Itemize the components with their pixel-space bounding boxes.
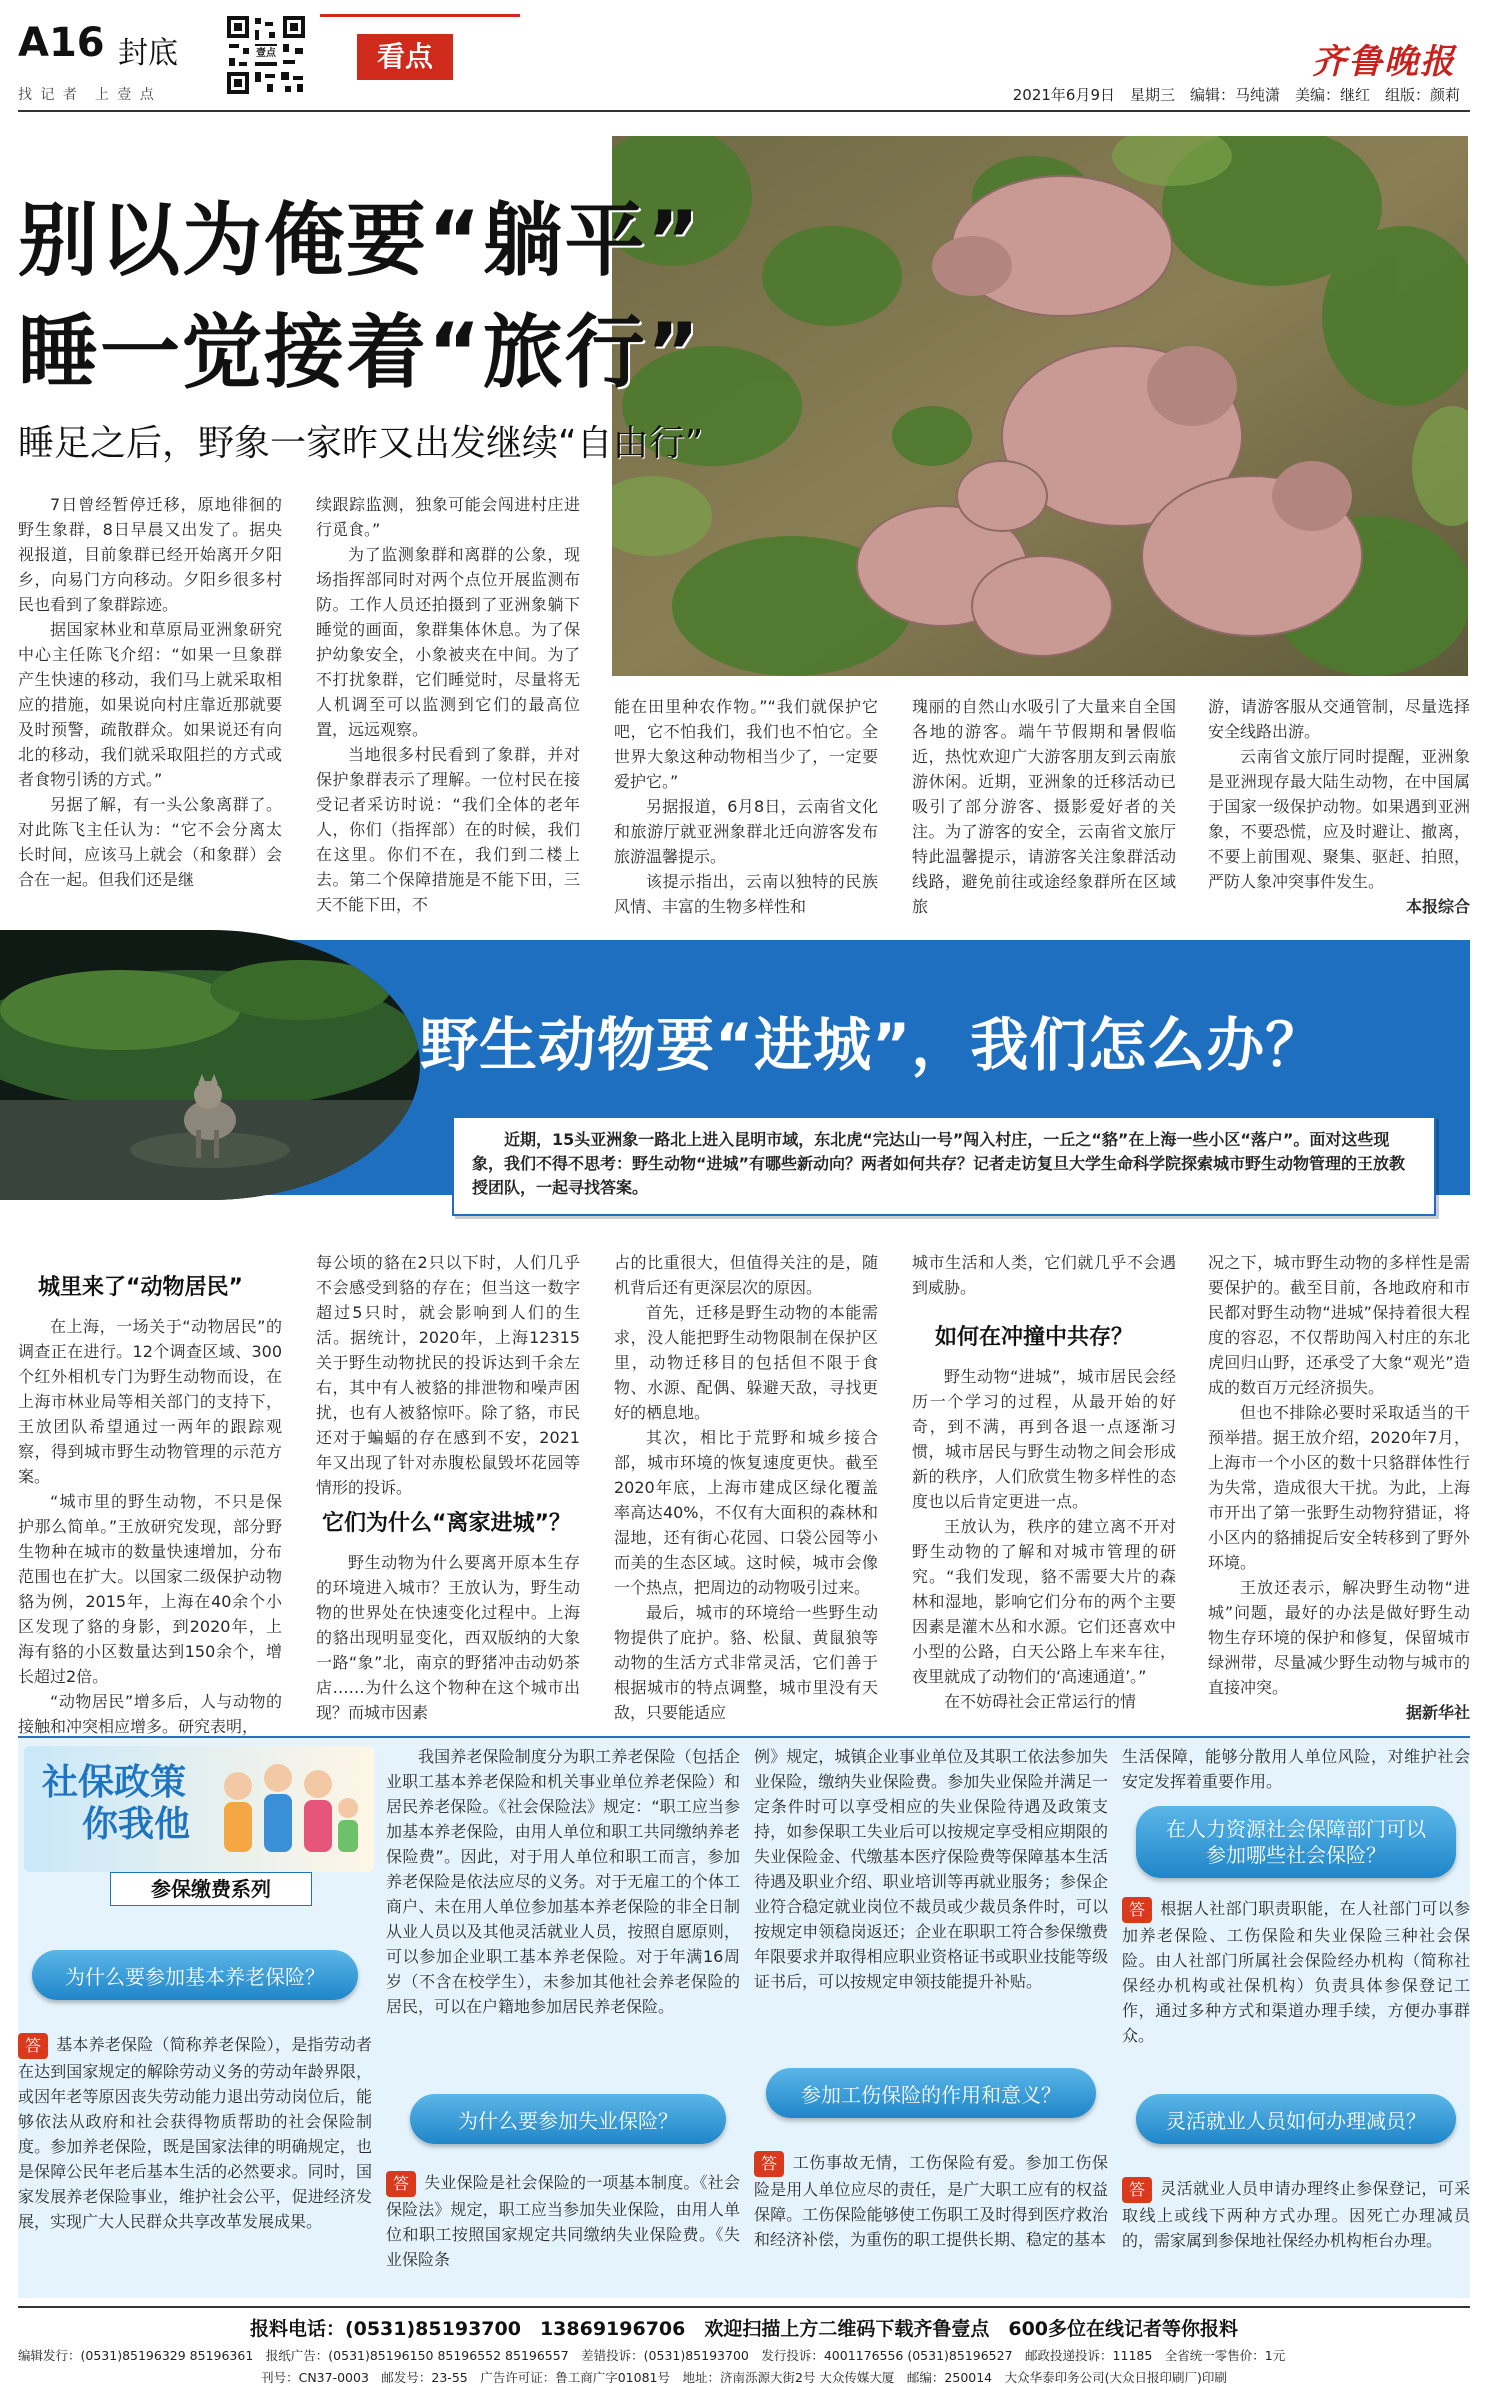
page-number: A16	[18, 20, 105, 66]
paragraph: 王放认为，秩序的建立离不开对野生动物的了解和对城市管理的研究。“我们发现，貉不需要大片的森林和湿地，影响它们分布的两个主要因素是灌木丛和水源。它们还喜欢中小型的公路，白天公路上车来车往，夜里就成了动物们的‘高速通道’。”	[912, 1517, 1176, 1686]
paragraph: “动物居民”增多后，人与动物的接触和冲突相应增多。研究表明，	[18, 1692, 282, 1736]
qr-code[interactable]	[225, 14, 307, 96]
date-editor-line: 2021年6月9日 星期三 编辑：马纯潇 美编：继红 组版：颜莉	[1012, 86, 1460, 104]
footer-hotline: 报料电话：(0531)85193700 13869196706 欢迎扫描上方二维码下载齐鲁壹点 600多位在线记者等你报料	[249, 2318, 1239, 2340]
answer-badge: 答	[386, 2171, 416, 2197]
masthead	[18, 14, 1470, 104]
paragraph: 另据了解，有一头公象离群了。对此陈飞主任认为：“它不会分离太长时间，应该马上就会（和象群）会合在一起。但我们还是继	[18, 795, 282, 889]
newspaper-logo: 齐鲁晚报	[1312, 42, 1456, 82]
answer-badge: 答	[754, 2151, 784, 2177]
question-injury: 参加工伤保险的作用和意义？	[766, 2068, 1096, 2118]
article1-col3	[614, 694, 878, 919]
header-rule	[18, 110, 1470, 112]
footer-line1: 编辑发行：(0531)85196329 85196361 报纸广告：(0531)85196150 85196552 85196557 差错投诉：(0531)85193700 发行投诉：4001176556 (0531)85196527 邮政投递投诉：11185 全省统一零售价：1元	[18, 2348, 1286, 2363]
article2-col5	[1208, 1250, 1470, 1725]
article1-col4	[912, 694, 1176, 919]
answer-text: 基本养老保险（简称养老保险），是指劳动者在达到国家规定的解除劳动义务的劳动年龄界限，或因年老等原因丧失劳动能力退出劳动岗位后，能够依法从政府和社会获得物质帮助的社会保险制度。参加养老保险，既是国家法律的明确规定，也是保障公民年老后基本生活的必然要求。同时，国家发展养老保险事业，维护社会公平，促进经济发展，实现广大人民群众共享改革发展成果。	[18, 2035, 372, 2231]
paragraph: 野生动物为什么要离开原本生存的环境进入城市？王放认为，野生动物的世界处在快速变化过程中。上海的貉出现明显变化，西双版纳的大象一路“象”北，南京的野猪冲击动奶茶店……为什么这个物种在这个城市出现？而城市因素	[316, 1553, 580, 1722]
question-departments	[1136, 1806, 1456, 1878]
paragraph: 能在田里种农作物。”“我们就保护它吧，它不怕我们，我们也不怕它。全世界大象这种动物相当少了，一定要爱护它。”	[614, 697, 878, 791]
paragraph: 但也不排除必要时采取适当的干预举措。据王放介绍，2020年7月，上海市一个小区的数十只貉群体性行为失常，造成很大干扰。为此，上海市开出了第一张野生动物狩猎证，将小区内的貉捕捉后安全转移到了野外环境。	[1208, 1403, 1470, 1572]
article2-lead-box	[452, 1116, 1436, 1216]
article2-col2	[316, 1250, 580, 1500]
paragraph: 游，请游客服从交通管制，尽量选择安全线路出游。	[1208, 697, 1470, 741]
question-text: 在人力资源社会保障部门可以参加哪些社会保险？	[1166, 1817, 1426, 1867]
paragraph: 我国养老保险制度分为职工养老保险（包括企业职工基本养老保险和机关事业单位养老保险）和居民养老保险。《社会保险法》规定：“职工应当参加基本养老保险，由用人单位和职工共同缴纳养老保险费”。因此，对于用人单位和职工而言，参加养老保险是依法应尽的义务。对于无雇工的个体工商户、未在用人单位参加基本养老保险的非全日制从业人员以及其他灵活就业人员，按照自愿原则，可以参加企业职工基本养老保险。对于年满16周岁（不含在校学生），未参加其他社会养老保险的居民，可以在户籍地参加居民养老保险。	[386, 1747, 740, 2016]
raccoon-dog-icon	[0, 930, 420, 1200]
article2-col1	[18, 1314, 282, 1739]
paragraph: 瑰丽的自然山水吸引了大量来自全国各地的游客。端午节假期和暑假临近，热忱欢迎广大游客朋友到云南旅游休闲。近期，亚洲象的迁移活动已吸引了部分游客、摄影爱好者的关注。为了游客的安全，云南省文旅厅特此温馨提示，请游客关注象群活动线路，避免前往或途经象群所在区域旅	[912, 697, 1176, 916]
paragraph: 据国家林业和草原局亚洲象研究中心主任陈飞介绍：“如果一旦象群产生快速的移动，我们马上就采取相应的措施，如果说向村庄靠近那就要及时预警，疏散群众。如果说还有向北的移动，我们就采取阻拦的方式或者食物引诱的方式。”	[18, 620, 282, 789]
paragraph: 最后，城市的环境给一些野生动物提供了庇护。貉、松鼠、黄鼠狼等动物的生活方式非常灵活，它们善于根据城市的特点调整，城市里没有天敌，只要能适应	[614, 1603, 878, 1722]
article2-col3	[614, 1250, 878, 1725]
answer-text: 灵活就业人员申请办理终止参保登记，可采取线上或线下两种方式办理。因死亡办理减员的，需家属到参保地社保经办机构柜台办理。	[1122, 2179, 1470, 2250]
question-pension: 为什么要参加基本养老保险？	[32, 1950, 358, 2000]
answer-text: 工伤事故无情，工伤保险有爱。参加工伤保险是用人单位应尽的责任，是广大职工应有的权益保障。工伤保险能够使工伤职工及时得到医疗救治和经济补偿，为重伤的职工提供长期、稳定的基本	[754, 2153, 1108, 2249]
page-tagline: 找 记 者 上 壹 点	[18, 87, 156, 103]
article1-col2	[316, 492, 580, 917]
article2-col2b	[316, 1550, 580, 1725]
article3-col3	[754, 1744, 1108, 1994]
article3-col4	[1122, 1744, 1470, 1794]
paragraph: 城市生活和人类，它们就几乎不会遇到威胁。	[912, 1253, 1176, 1297]
paragraph: 况之下，城市野生动物的多样性是需要保护的。截至目前，各地政府和市民都对野生动物“进城”保持着很大程度的容忍，不仅帮助闯入村庄的东北虎回归山野，还承受了大象“观光”造成的数百万元经济损失。	[1208, 1253, 1470, 1397]
paragraph: 在上海，一场关于“动物居民”的调查正在进行。12个调查区域、300个红外相机专门为野生动物而设，在上海市林业局等相关部门的支持下，王放团队希望通过一两年的跟踪观察，得到城市野生动物管理的示范方案。	[18, 1317, 282, 1486]
elephant-photo	[612, 136, 1468, 676]
answer-flexible-workers	[1122, 2176, 1470, 2253]
paragraph: 每公顷的貉在2只以下时，人们几乎不会感受到貉的存在；但当这一数字超过5只时，就会影响到人们的生活。据统计，2020年，上海12315关于野生动物扰民的投诉达到千余左右，其中有人被貉的排泄物和噪声困扰，也有人被貉惊吓。除了貉，市民还对于蝙蝠的存在感到不安，2021年又出现了针对赤腹松鼠毁坏花园等情形的投诉。	[316, 1253, 580, 1497]
qr-caption: 壹点	[251, 46, 281, 62]
answer-injury	[754, 2150, 1108, 2252]
paragraph: 例》规定，城镇企业事业单位及其职工依法参加失业保险，缴纳失业保险费。参加失业保险并满足一定条件时可以享受相应的失业保险待遇及政策支持，如参保职工失业后可以按规定享受相应期限的失业保险金、代缴基本医疗保险费等保障基本生活待遇及职业介绍、职业培训等再就业服务；参保企业符合稳定就业岗位不裁员或少裁员条件时，可以按规定申领稳岗返还；企业在职职工符合参保缴费年限要求并取得相应职业资格证书或职业技能等级证书后，可以按规定申领技能提升补贴。	[754, 1747, 1108, 1991]
question-unemployment: 为什么要参加失业保险？	[410, 2094, 726, 2144]
answer-departments	[1122, 1896, 1470, 2048]
answer-pension	[18, 2032, 372, 2234]
article2-subhead1: 城里来了“动物居民”	[38, 1275, 243, 1300]
brand-line2: 你我他	[82, 1804, 191, 1845]
article2-col4b	[912, 1364, 1176, 1714]
paragraph: 续跟踪监测，独象可能会闯进村庄进行觅食。”	[316, 495, 580, 539]
paragraph: 当地很多村民看到了象群，并对保护象群表示了理解。一位村民在接受记者采访时说：“我们全体的老年人，你们（指挥部）在的时候，我们在这里。你们不在，我们到二楼上去。第二个保障措施是不能下田，三天不能下田，不	[316, 745, 580, 914]
answer-unemployment	[386, 2170, 740, 2272]
paragraph: 云南省文旅厅同时提醒，亚洲象是亚洲现存最大陆生动物，在中国属于国家一级保护动物。如果遇到亚洲象，不要恐慌，应及时避让、撤离，不要上前围观、聚集、驱赶、拍照，严防人象冲突事件发生。	[1208, 747, 1470, 891]
article2-credit: 据新华社	[1405, 1703, 1470, 1722]
article1-subtitle: 睡足之后，野象一家昨又出发继续“自由行”	[18, 423, 704, 464]
paragraph: 该提示指出，云南以独特的民族风情、丰富的生物多样性和	[614, 872, 878, 916]
answer-text: 根据人社部门职责职能，在人社部门可以参加养老保险、工伤保险和失业保险三种社会保险。由人社部门所属社会保险经办机构（简称社保经办机构或社保机构）负责具体参保登记工作，通过多种方式和渠道办理手续，方便办事群众。	[1122, 1899, 1470, 2045]
footer-rule	[18, 2306, 1470, 2308]
article2-col4a	[912, 1250, 1176, 1300]
paragraph: 另据报道，6月8日，云南省文化和旅游厅就亚洲象群北迁向游客发布旅游温馨提示。	[614, 797, 878, 866]
article1-title-line2: 睡一觉接着“旅行”	[18, 306, 702, 399]
family-illustration-icon	[208, 1746, 368, 1872]
raccoon-dog-photo	[0, 930, 420, 1200]
footer-line2: 刊号：CN37-0003 邮发号：23-55 广告许可证：鲁工商广字01081号 地址：济南泺源大街2号 大众传媒大厦 邮编：250014 大众华泰印务公司(大众日报印刷厂)印刷	[261, 2370, 1227, 2385]
paragraph: “城市里的野生动物，不只是保护那么简单。”王放研究发现，部分野生物种在城市的数量快速增加，分布范围也在扩大。以国家二级保护动物貉为例，2015年，上海在40余个小区发现了貉的身影，到2020年，上海有貉的小区数量达到150余个，增长超过2倍。	[18, 1492, 282, 1686]
article2-subhead3: 如何在冲撞中共存？	[935, 1325, 1134, 1350]
article1-credit: 本报综合	[1405, 897, 1470, 916]
article1-col1	[18, 492, 282, 892]
paragraph: 其次，相比于荒野和城乡接合部，城市环境的恢复速度更快。截至2020年底，上海市建成区绿化覆盖率高达40%，不仅有大面积的森林和湿地，还有街心花园、口袋公园等小而美的生态区域。这时候，城市会像一个热点，把周边的动物吸引过来。	[614, 1428, 878, 1597]
sleeping-elephants-icon	[612, 136, 1468, 676]
article1-col5	[1208, 694, 1470, 919]
answer-badge: 答	[18, 2033, 48, 2059]
series-label: 参保缴费系列	[110, 1872, 312, 1906]
article3-col2	[386, 1744, 740, 2019]
paragraph: 在不妨碍社会正常运行的情	[944, 1692, 1137, 1711]
brand-graphic	[24, 1746, 374, 1872]
kandian-badge: 看点	[357, 34, 453, 80]
paragraph: 7日曾经暂停迁移，原地徘徊的野生象群，8日早晨又出发了。据央视报道，目前象群已经开始离开夕阳乡，向易门方向移动。夕阳乡很多村民也看到了象群踪迹。	[18, 495, 282, 614]
article1-title-line1: 别以为俺要“躺平”	[18, 194, 702, 287]
article2-lead: 近期，15头亚洲象一路北上进入昆明市域，东北虎“完达山一号”闯入村庄，一丘之“貉”在上海一些小区“落户”。面对这些现象，我们不得不思考：野生动物“进城”有哪些新动向？两者如何共存？记者走访复旦大学生命科学院探索城市野生动物管理的王放教授团队，一起寻找答案。	[472, 1130, 1406, 1197]
paragraph: 首先，迁移是野生动物的本能需求，没人能把野生动物限制在保护区里，动物迁移目的包括但不限于食物、水源、配偶、躲避天敌，寻找更好的栖息地。	[614, 1303, 878, 1422]
question-flexible-workers: 灵活就业人员如何办理减员？	[1136, 2094, 1456, 2144]
section-name: 封底	[118, 36, 178, 71]
article2-title: 野生动物要“进城”，我们怎么办？	[420, 1011, 1325, 1079]
paragraph: 为了监测象群和离群的公象，现场指挥部同时对两个点位开展监测布防。工作人员还拍摄到了亚洲象躺下睡觉的画面，象群集体休息。为了保护幼象安全，小象被夹在中间。为了不打扰象群，它们睡觉时，尽量将无人机调至可以监测到它们的最高位置，远远观察。	[316, 545, 580, 739]
paragraph: 生活保障，能够分散用人单位风险，对维护社会安定发挥着重要作用。	[1122, 1747, 1470, 1791]
answer-text: 失业保险是社会保险的一项基本制度。《社会保险法》规定，职工应当参加失业保险，由用人单位和职工按照国家规定共同缴纳失业保险费。《失业保险条	[386, 2173, 740, 2269]
brand-line1: 社保政策	[42, 1762, 187, 1803]
paragraph: 占的比重很大，但值得关注的是，随机背后还有更深层次的原因。	[614, 1253, 878, 1297]
paragraph: 野生动物“进城”，城市居民会经历一个学习的过程，从最开始的好奇，到不满，再到各退一点逐渐习惯，城市居民与野生动物之间会形成新的秩序，人们欣赏生物多样性的态度也以后肯定更进一点。	[912, 1367, 1176, 1511]
article2-subhead2: 它们为什么“离家进城”？	[322, 1511, 571, 1536]
paragraph: 王放还表示，解决野生动物“进城”问题，最好的办法是做好野生动物生存环境的保护和修复，保留城市绿洲带，尽量减少野生动物与城市的直接冲突。	[1208, 1578, 1470, 1697]
answer-badge: 答	[1122, 2177, 1152, 2203]
answer-badge: 答	[1122, 1897, 1152, 1923]
